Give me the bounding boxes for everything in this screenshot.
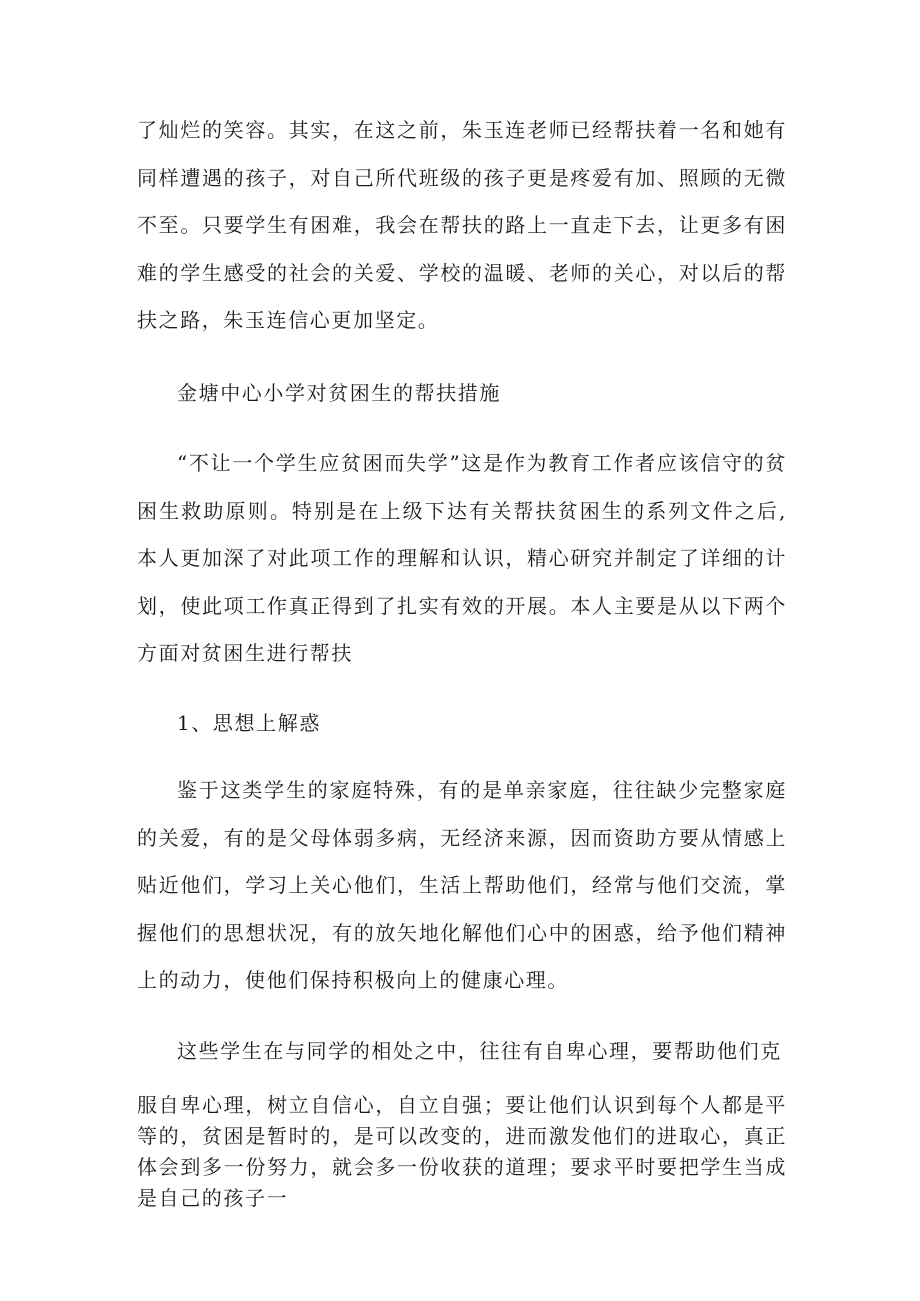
paragraph-ideological: 鉴于这类学生的家庭特殊，有的是单亲家庭，往往缺少完整家庭的关爱，有的是父母体弱多病，无经济来源，因而资助方要从情感上贴近他们，学习上关心他们，生活上帮助他们，经常与他们交流，掌握他们的思想状况，有的放矢地化解他们心中的困惑，给予他们精神上的动力，使他们保持积极向上的健康心理。 (137, 778, 787, 992)
paragraph-intro: 了灿烂的笑容。其实，在这之前，朱玉连老师已经帮扶着一名和她有同样遭遇的孩子，对自己所代班级的孩子更是疼爱有加、照顾的无微不至。只要学生有困难，我会在帮扶的路上一直走下去，让更多有困难的学生感受的社会的关爱、学校的温暖、老师的关心，对以后的帮扶之路，朱玉连信心更加坚定。 (137, 118, 787, 332)
subheading-ideological: 1、思想上解惑 (177, 711, 321, 735)
paragraph-principle: “不让一个学生应贫困而失学”这是作为教育工作者应该信守的贫困生救助原则。特别是在上级下达有关帮扶贫困生的系列文件之后,本人更加深了对此项工作的理解和认识，精心研究并制定了详细的计划，使此项工作真正得到了扎实有效的开展。本人主要是从以下两个方面对贫困生进行帮扶 (137, 451, 787, 665)
section-title: 金塘中心小学对贫困生的帮扶措施 (177, 381, 501, 405)
paragraph-self-esteem-start: 这些学生在与同学的相处之中，往往有自卑心理，要帮助他们克 (177, 1039, 782, 1063)
paragraph-self-esteem-continued: 服自卑心理，树立自信心，自立自强；要让他们认识到每个人都是平等的，贫困是暂时的，是可以改变的，进而激发他们的进取心，真正体会到多一份努力，就会多一份收获的道理；要求平时要把学生当成是自己的孩子一 (137, 1093, 787, 1210)
